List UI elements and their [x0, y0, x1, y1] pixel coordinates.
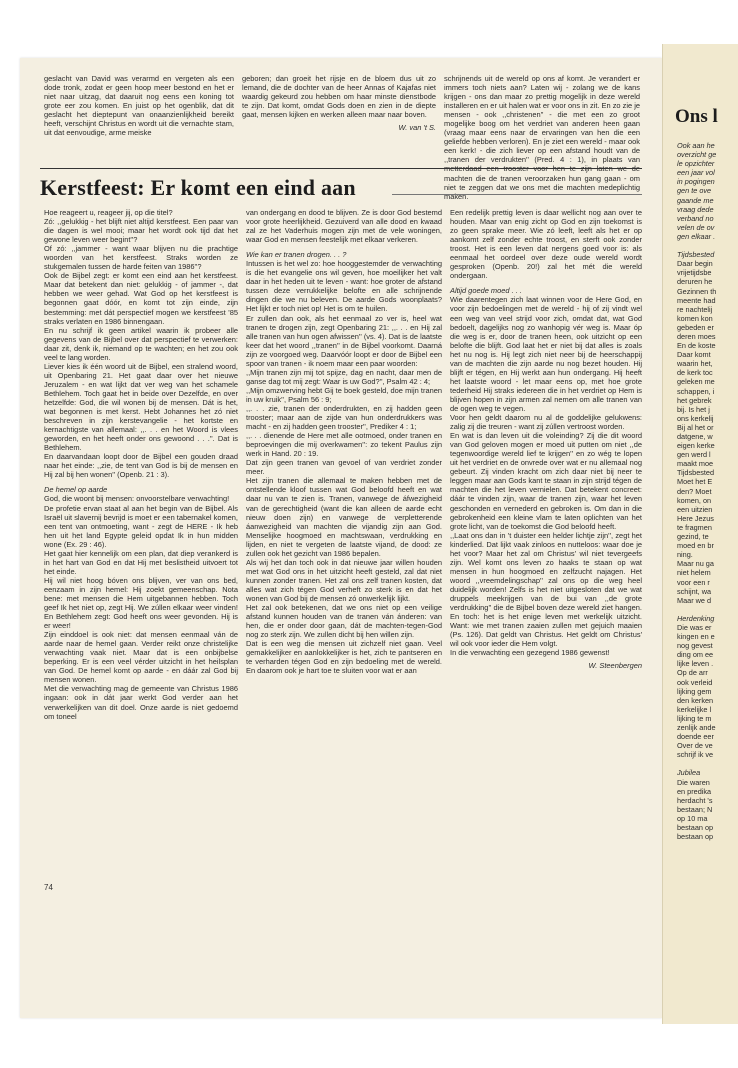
article-paragraph: Liever kies ik één woord uit de Bijbel, een stralend woord, uit Openbaring 21. Het gaat daar over het nieuwe Jeruzalem - en wat lijkt dat ver weg van het schamele Bethlehem. Toch gaat het in beide over Dezelfde, en over hetzelfde: God, die wil wonen bij de mensen. Dát is het, wat begonnen is met kerst. Hebt Johannes het zó niet beschreven in zijn kerstevangelie - het kortste en kernachtigste van allemaal: ,,. . . en het Woord is vlees geworden, en het heeft onder ons gewoond . . .''. Dat is Bethlehem.	[44, 361, 238, 453]
article-paragraph: En nu schrijf ik geen artikel waarin ik probeer alle gegevens van de Bijbel over dat perspectief te verwerken: daar zit, denk ik, niemand op te wachten; en het zou ook veel te lang worden.	[44, 325, 238, 362]
prev-article-text: geslacht van David was verarmd en vergeten als een dode tronk, zodat er geen hoop meer bestond en het er niet naar uitzag, dat daaruit nog eens een koning tot grote eer zou komen. En juist op het ogenblik, dat dit geslacht het dieptepunt van onaanzienlijkheid bereikt heeft, verschijnt Christus en wordt uit die vernachte stam, uit dat eenvoudige, arme meiske	[44, 74, 234, 138]
facing-page-line: waarin het,	[677, 359, 713, 369]
facing-page-line: zenlijk ande	[677, 723, 716, 732]
facing-page-line: deruren he	[677, 277, 713, 287]
page-number: 74	[44, 883, 53, 892]
facing-page-line: lijke leven .	[677, 659, 714, 669]
facing-page-line: vraag dede	[677, 204, 714, 214]
facing-page-line: nog gevest	[677, 641, 713, 651]
prev-article-text: schrijnends uit de wereld op ons af komt. Je verandert er immers toch niets aan? Laten wij - zolang we de kans krijgen - ons dan maar zo prettig mogelijk in deze wereld installeren en er uit halen wat er voor ons in zit. En zo zie je mensen - ook ,,christenen'' - die met een zo groot mogelijke boog om het verdriet van anderen heen gaan (vraag maar eens naar de ervaringen van hen die een geliefde hebben verloren). En je ziet een wereld - maar ook een kerk! - die zich liever op een afstand houdt van de ,,tranen der verdrukten'' (Pred. 4 : 1), in plaats van metterdaad een trooster voor hen te zijn laten we de machten die de tranen veroorzaken hun gang gaan - om niet te zeggen dat we ons met die machten medeplichtig maken.	[444, 74, 640, 201]
headline-rule	[392, 194, 642, 195]
facing-page-line: le opzichter	[677, 159, 715, 169]
facing-page-line: meente had	[677, 295, 716, 305]
facing-page-line: eigen kerke	[677, 441, 715, 451]
facing-page-line: Bij al het or	[677, 422, 714, 432]
facing-page-line: in pogingen	[677, 177, 715, 187]
article-paragraph: ,,Laat ons dan in 't duister een helder lichtje zijn'', zegt het kinderlied. Dat lijkt vaak zinloos en nutteloos: waar doe je het voor? Maar het zal om Christus' wil niet tevergeefs zijn. Wel komt ons leven zo haaks te staan op wat mensen in hun hoogmoed en zelfzucht najagen. Het woord ,,vreemdelingschap'' zal ons op die weg heel duidelijk worden! Zelfs is het niet uitgesloten dat we wat druppels meekrijgen van de bui van ,,de grote verdrukking'' die de Bijbel boven deze wereld ziet hangen. En toch: het is het enige leven met werkelijk uitzicht. Want: wie met tranen zaaien zullen met gejuich maaien (Ps. 126). Dat geldt van Christus. Het geldt om Christus' wil ook voor ieder die Hem volgt.	[450, 530, 642, 649]
facing-page-line	[677, 605, 716, 614]
facing-page-line: Herdenking	[677, 613, 715, 623]
facing-page-line	[677, 241, 716, 250]
facing-page-line: kerkelijke l	[677, 704, 712, 714]
facing-page-line: bestaan op	[677, 832, 714, 842]
facing-page-line: het gebrek	[677, 395, 712, 405]
article-paragraph: God, die woont bij mensen: onvoorstelbare verwachting!	[44, 494, 230, 504]
facing-page-line: ning.	[677, 550, 693, 560]
facing-page-line: moed en br	[677, 541, 714, 551]
article-headline: Kerstfeest: Er komt een eind aan	[40, 175, 356, 200]
facing-page-line: bestaan op	[677, 823, 714, 833]
header-rule	[40, 168, 642, 169]
facing-page-line: en predika	[677, 786, 712, 796]
article-column-3	[450, 208, 642, 670]
article-paragraph: ,,Mijn omzwerving hebt Gij te boek gesteld, doe mijn tranen in uw kruik'', Psalm 56 : 9;	[246, 385, 442, 404]
article-paragraph: Intussen is het wel zo: hoe hooggestemder de verwachting is die het evangelie ons wil geven, hoe moeilijker het valt daar in het heden uit te leven - want: hoe groter de afstand tussen deze verrukkelijke belofte en alle schrijnende dingen die we nu beleven. De aarde Gods woonplaats? Het lijkt er toch niet op! Het is om te huilen.	[246, 259, 442, 314]
article-paragraph: van ondergang en dood te blijven. Ze is door God bestemd voor grote heerlijkheid. Gezuiverd van alle dood en kwaad zal ze het Vaderhuis mogen zijn met de vele woningen, waar God en mensen feestelijk met elkaar verkeren.	[246, 208, 442, 245]
article-paragraph: Dat is een weg die mensen uit zichzelf niet gaan. Veel gemakkelijker en aanlokkelijker is het, zich te pantseren en te verharden tégen God en zijn bedoeling met de wereld. En daarom ook je hart toe te sluiten voor wat er aan	[246, 639, 442, 676]
facing-page-line: niet helem	[677, 568, 711, 578]
facing-page-line: Die was er	[677, 622, 712, 632]
article-paragraph: Een redelijk prettig leven is daar wellicht nog aan over te houden. Maar van enig zicht op God en zijn toekomst is zo geen sprake meer. Wie zó leeft, leeft als het er op aankomt zelf zonder echte troost, en sterft ook zonder troost. Het is een leven dat nergens goed voor is: als eenmaal het oordeel over deze oude wereld wordt gesproken (Openb. 20!) zal het mét die wereld ondergaan.	[450, 208, 642, 281]
article-paragraph: En daarvandaan loopt door de Bijbel een gouden draad naar het einde: ,,zie, de tent van God is bij de mensen en Hij zal bij hen wonen'' (Openb. 21 : 3).	[44, 452, 238, 480]
facing-page-line: kingen en e	[677, 632, 715, 642]
article-paragraph: In die verwachting een gezegend 1986 gewenst!	[450, 648, 610, 658]
facing-page-line: Ook aan he	[677, 141, 715, 150]
facing-page-line: gen elkaar .	[677, 231, 716, 241]
facing-page-line	[677, 759, 716, 768]
article-paragraph: Hij wil niet hoog bóven ons blijven, ver van ons bed, eenzaam in zijn hemel: Hij zoekt gemeenschap. Nota bene: met mensen die Hem uitgebannen hebben. Toch geef Ik het niet op, zegt Hij. We zúllen elkaar weer vinden! En Bethlehem zegt: God heeft ons weer gevonden. Hij is er weer!	[44, 575, 238, 631]
prev-article-col1	[44, 74, 234, 137]
facing-page-line: schrijf ik ve	[677, 750, 714, 760]
facing-page-line: vrijetijdsbe	[677, 268, 712, 278]
article-paragraph: Of zó: ,,jammer - want waar blijven nu die prachtige woorden van het kerstfeest. Straks worden ze stukgemalen tussen de harde feiten van 1986''?	[44, 244, 238, 272]
facing-page-line: Over de ve	[677, 741, 713, 751]
prev-article-col2	[242, 74, 436, 132]
facing-page-line: den kerken	[677, 695, 714, 705]
facing-page-line: Jubilea	[677, 768, 701, 778]
article-paragraph: Hoe reageert u, reageer jij, op die titel?	[44, 208, 173, 217]
facing-page-line: ding om ee	[677, 650, 714, 660]
facing-page-line: gen te ove	[677, 186, 712, 196]
facing-page-line: lijking te m	[677, 713, 712, 723]
facing-page-line: datgene, w	[677, 432, 713, 441]
article-paragraph: ,,Mijn tranen zijn mij tot spijze, dag en nacht, daar men de ganse dag tot mij zegt: Waar is uw God?'', Psalm 42 : 4;	[246, 367, 442, 386]
facing-page-line: Daar begin	[677, 259, 713, 269]
facing-page	[662, 44, 738, 1024]
facing-page-line: Daar komt	[677, 350, 711, 360]
facing-page-line: Die waren	[677, 777, 710, 787]
facing-page-line: Maar we d	[677, 595, 712, 605]
article-paragraph: Wie daarentegen zich laat winnen voor de Here God, en voor zijn bedoelingen met de wereld - hij of zij vindt wel een weg van veel strijd voor zich, omdat dat, wat God bedoelt, dagelijks nog zo wanhopig vér weg is. Maar óp die weg is er, door de tranen heen, ook uitzicht op een belofte die blijft. God laat het er niet bij dat alles is zoals het nu nog is. Hij legt zich niet neer bij de heerschappij van de machten die zijn aarde nu nog bezet houden. Hij blijft er tégen, en Hij werkt aan hun ondergang. Hij heeft het laatste woord - let maar eens op, met hoe grote tederheid Hij straks iedereen die in het verdriet op Hem is blijven hopen in zijn armen zal nemen om alle tranen van de ogen weg te vegen.	[450, 295, 642, 413]
facing-page-line: ook verleid	[677, 677, 713, 687]
facing-page-line: Tijdsbested	[677, 250, 715, 260]
facing-page-line: En de koste	[677, 341, 716, 351]
facing-page-line: gebeden er	[677, 322, 714, 332]
facing-page-line: te fragmen	[677, 522, 712, 532]
prev-article-col3	[444, 74, 640, 201]
facing-page-line: schappen, i	[677, 386, 715, 396]
article-paragraph: ,,. . . zie, tranen der onderdrukten, en zij hadden geen trooster; maar aan de zijde van hun onderdrukkers was macht - en zij hadden geen trooster'', Prediker 4 : 1;	[246, 403, 442, 432]
article-paragraph: Het zal ook betekenen, dat we ons niet op een veilige afstand kunnen houden van de tranen ván ánderen: van hen, die er onder door gaan, dát de machten-tegen-God nog zo sterk zijn. We zullen dicht bij hen willen zijn.	[246, 603, 442, 640]
facing-page-line: geleken me	[677, 377, 715, 387]
facing-page-line: gaande me	[677, 195, 714, 205]
prev-article-text: geboren; dan groeit het rijsje en de bloem dus uit zo lemand, die de dochter van de heer Annas of Kajafas niet waardig gekeurd zou hebben om haar minste dienstbode te zijn. Dat komt, omdat Gods doen en zien in de diepte gaat, mensen kijken en werken alleen maar naar boven.	[242, 74, 436, 120]
facing-page-line: deren moes	[677, 331, 716, 341]
facing-page-line: Maar nu ga	[677, 559, 714, 569]
facing-page-line: schijnt, wa	[677, 586, 712, 596]
facing-page-line: komen kon	[677, 313, 713, 323]
facing-page-line: gen werd l	[677, 450, 711, 460]
facing-page-line: lijking gem	[677, 686, 712, 696]
article-paragraph: De profetie ervan staat al aan het begin van de Bijbel. Als Israël uit slavernij bevrijd is moet er een tabernakel komen, een tent van ontmoeting, want - zegt de HERE - Ik heb hen uit het land Egypte geleid opdat Ik in hun midden wone (Ex. 29 : 46).	[44, 503, 238, 549]
facing-page-line: bij. Is het j	[677, 404, 710, 414]
article-paragraph: Als wij het dan toch ook in dat nieuwe jaar willen houden met wat God ons in het uitzicht heeft gesteld, zal dat niet kunnen zonder tranen. Het zal ons zelf tranen kosten, dat alles wat zich tégen God verheft zo sterk is en dat het wonen van God bij de mensen zó onwerkelijk lijkt.	[246, 557, 442, 603]
facing-page-line: doende eer	[677, 732, 714, 742]
article-column-1	[44, 208, 238, 721]
article-column-2	[246, 208, 442, 675]
author-signature: W. van 't S.	[398, 123, 436, 133]
facing-page-line: de kerk toc	[677, 368, 713, 378]
author-signature: W. Steenbergen	[588, 661, 642, 671]
facing-page-line: op 10 ma	[677, 813, 708, 823]
article-paragraph: Er zullen dan ook, als het eenmaal zo ver is, heel wat tranen te drogen zijn, zegt Openbaring 21: ,,. . . en Hij zal alle tranen van hun ogen afwissen'' (vs. 4). Dat is de laatste keer dat het woord ,,tranen'' in de Bijbel voorkomt. Daarná zijn ze voorgoed weg. Daarvóór loopt er door de Bijbel een spoor van tranen - ik noem maar een paar woorden:	[246, 313, 442, 368]
article-paragraph: Dat zijn geen tranen van gevoel of van verdriet zonder meer.	[246, 458, 442, 477]
article-paragraph: ,,. . . dienende de Here met alle ootmoed, onder tranen en beproevingen die mij overkwamen'': zo tekent Paulus zijn werk in Hand. 20 : 19.	[246, 431, 442, 459]
facing-page-line: bestaan; N	[677, 804, 713, 814]
facing-page-line: voor een r	[677, 577, 710, 587]
facing-page-line: een uitzien	[677, 504, 713, 514]
facing-page-line: komen, on	[677, 495, 712, 505]
facing-page-line: velen de ov	[677, 222, 715, 232]
article-paragraph: En wat is dan leven uit die voleinding? Zij die dit woord van God geloven mogen er moed uit putten om niet ,,de tegenwoordige wereld lief te krijgen'' en zo wég te lopen uit het verdriet en de onvrede over wat er nu allemaal nog gebeurt. Zij vinden kracht om zich daar niet bij neer te leggen maar aan Gods kant te staan in zijn strijd tégen de machten die het leven vernielen. Dat betekent concreet: dáár te vinden zijn, waar de tranen zijn, waar het leven geschonden en vernederd en gebroken is. Om dan in die gebrokenheid een kleine vlam te laten oplichten van het grote licht, van de toekomst die God beloofd heeft.	[450, 431, 642, 531]
article-paragraph: Het gaat hier kennelijk om een plan, dat diep verankerd is in het hart van God en dat Hij met beslistheid uitvoert tot het einde.	[44, 548, 238, 576]
section-heading: Altijd goede moed . . .	[450, 286, 522, 296]
article-paragraph: Zijn einddoel is ook niet: dat mensen eenmaal ván de aarde naar de hemel gaan. Verder reikt onze christelijke verwachting vaak niet. Maar dat is een onbijbelse beperking. Er is een veel vérder uitzicht in het heilsplan van God. De hemel komt op aarde - en dáár zal God bij mensen wonen.	[44, 630, 238, 685]
facing-page-line: re nachtelij	[677, 304, 713, 314]
article-paragraph: Zó: ,,gelukkig - het blijft niet altijd kerstfeest. Een paar van die dagen is wel mooi; maar het wordt ook tijd dat het gewone leven weer begint''?	[44, 217, 238, 245]
facing-page-line: overzicht ge	[677, 150, 717, 160]
facing-page-line: Here Jezus	[677, 513, 714, 523]
facing-page-line: Op de arr	[677, 668, 708, 678]
article-paragraph: Met die verwachting mag de gemeente van Christus 1986 ingaan: ook in dát jaar werkt God verder aan het verwerkelijken van dit doel. Onze aarde is niet gedoemd om toneel	[44, 684, 238, 721]
facing-page-line: verband no	[677, 213, 714, 223]
facing-page-line: maakt moe	[677, 459, 714, 469]
facing-page-text	[677, 141, 716, 841]
article-paragraph: Ook de Bijbel zegt: er komt een eind aan het kerstfeest. Maar dat betekent dan niet: gelukkig - of jammer -, dat hebben we weer gehad. Wat God op het kerstfeest is begonnen gaat dóór, en komt tot zijn einde, zijn bestemming: met dát perspectief mogen we kerstfeest '85 straks verlaten en 1986 binnengaan.	[44, 271, 238, 326]
facing-page-line: ons kerkelij	[677, 413, 714, 423]
section-heading: De hemel op aarde	[44, 485, 108, 495]
facing-page-line: Tijdsbested	[677, 468, 715, 478]
article-paragraph: Het zijn tranen die allemaal te maken hebben met de ontstellende kloof tussen wat God beloofd heeft en wat daar nu van te zien is. Tranen, vanwege de áfwezigheid van de gerechtigheid (want die kan alleen de aarde echt nieuw doen zijn) en vanwege de verpletterende áanwezigheid van machten die vijandig zijn aan God. Menselijke hoogmoed en machtswaan, verdrukking en lijden, en niet te vergeten de laatste vijand, de dood: ze zullen ook het gezicht van 1986 bepalen.	[246, 476, 442, 558]
facing-page-title: Ons l	[675, 106, 718, 127]
facing-page-line: een jaar vol	[677, 168, 715, 178]
facing-page-line: den? Moet	[677, 486, 712, 496]
facing-page-line: gezind, te	[677, 532, 709, 542]
facing-page-line: Gezinnen th	[677, 286, 717, 296]
section-heading: Wie kan er tranen drogen. . . ?	[246, 250, 347, 260]
facing-page-line: Moet het E	[677, 477, 713, 487]
article-paragraph: Voor hen geldt daarom nu al de goddelijke gelukwens: zalig zij die treuren - want zij zúllen vertroost worden.	[450, 413, 642, 432]
facing-page-line: herdacht 's	[677, 795, 713, 805]
